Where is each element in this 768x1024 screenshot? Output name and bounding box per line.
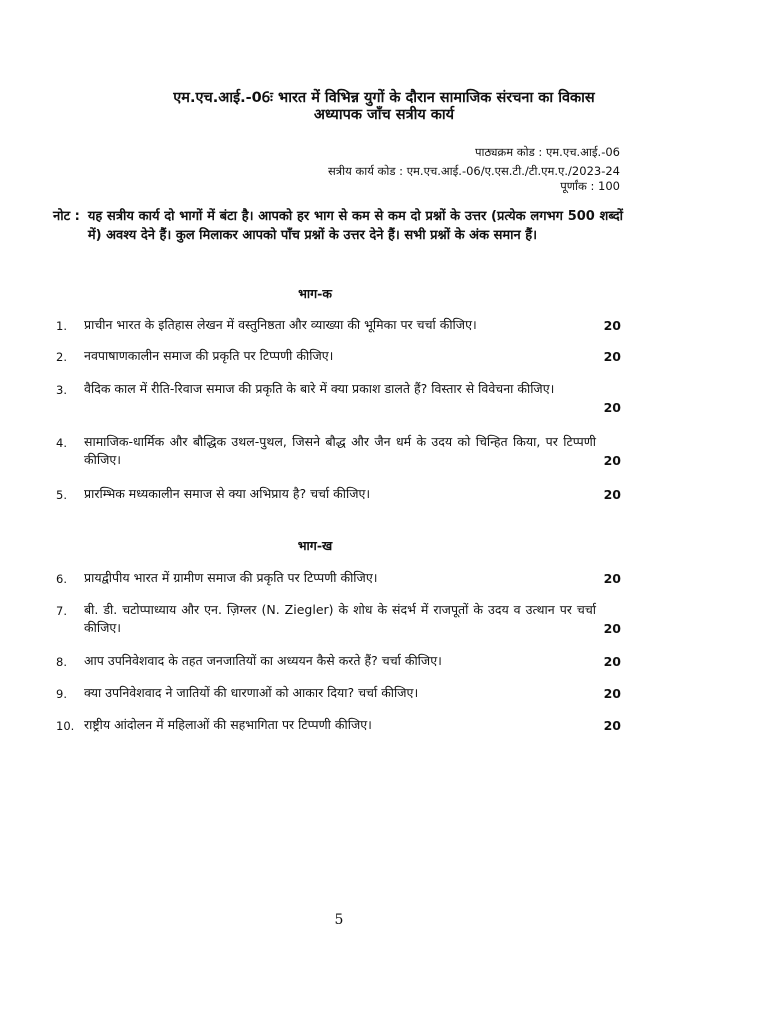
question-marks: 20	[603, 654, 621, 669]
instructions-note	[53, 207, 623, 245]
question-number: 6.	[56, 572, 67, 586]
question-marks: 20	[603, 400, 621, 415]
question-text: आप उपनिवेशवाद के तहत जनजातियों का अध्ययन कैसे करते हैं? चर्चा कीजिए।	[84, 653, 442, 668]
question-number: 1.	[56, 319, 67, 333]
note-label: नोट :	[53, 209, 80, 224]
document-subtitle: अध्यापक जाँच सत्रीय कार्य	[313, 107, 455, 123]
question-number: 5.	[56, 488, 67, 502]
question-number: 2.	[56, 350, 67, 364]
assignment-code: सत्रीय कार्य कोड : एम.एच.आई.-06/ए.एस.टी./टी.एम.ए./2023-24	[327, 164, 620, 178]
question-number: 3.	[56, 383, 67, 397]
document-title: एम.एच.आई.-06ः भारत में विभिन्न युगों के दौरान सामाजिक संरचना का विकास	[173, 90, 595, 106]
question-text: प्रायद्वीपीय भारत में ग्रामीण समाज की प्रकृति पर टिप्पणी कीजिए।	[84, 570, 378, 585]
question-marks: 20	[603, 571, 621, 586]
question-marks: 20	[603, 621, 621, 636]
question-text: सामाजिक-धार्मिक और बौद्धिक उथल-पुथल, जिसने बौद्ध और जैन धर्म के उदय को चिन्हित किया, पर टिप्पणी कीजिए।	[84, 434, 596, 467]
section-title-b: भाग-ख	[297, 538, 333, 553]
question-text: प्राचीन भारत के इतिहास लेखन में वस्तुनिष्ठता और व्याख्या की भूमिका पर चर्चा कीजिए।	[84, 317, 477, 332]
question-marks: 20	[603, 718, 621, 733]
total-marks: पूर्णांक : 100	[560, 179, 620, 193]
question-marks: 20	[603, 487, 621, 502]
question-marks: 20	[603, 318, 621, 333]
course-code: पाठ्यक्रम कोड : एम.एच.आई.-06	[474, 145, 620, 159]
question-text: नवपाषाणकालीन समाज की प्रकृति पर टिप्पणी कीजिए।	[84, 348, 334, 363]
question-text: राष्ट्रीय आंदोलन में महिलाओं की सहभागिता पर टिप्पणी कीजिए।	[84, 717, 372, 732]
question-marks: 20	[603, 349, 621, 364]
question-marks: 20	[603, 453, 621, 468]
question-number: 9.	[56, 687, 67, 701]
question-text: क्या उपनिवेशवाद ने जातियों की धारणाओं को आकार दिया? चर्चा कीजिए।	[84, 685, 419, 700]
question-text: वैदिक काल में रीति-रिवाज समाज की प्रकृति के बारे में क्या प्रकाश डालते हैं? विस्तार से विवेचना कीजिए।	[84, 381, 555, 396]
question-text: बी. डी. चटोप्पाध्याय और एन. ज़िग्लर (N. Ziegler) के शोध के संदर्भ में राजपूतों के उदय व उत्थान पर चर्चा कीजिए।	[84, 602, 596, 635]
question-number: 10.	[56, 719, 75, 733]
question-number: 8.	[56, 655, 67, 669]
question-number: 4.	[56, 436, 67, 450]
section-title-a: भाग-क	[298, 286, 332, 301]
question-number: 7.	[56, 604, 67, 618]
question-marks: 20	[603, 686, 621, 701]
note-text: यह सत्रीय कार्य दो भागों में बंटा है। आपको हर भाग से कम से कम दो प्रश्नों के उत्तर (प्रत्येक लगभग 500 शब्दों में) अवश्य देने हैं। कुल मिलाकर आपको पाँच प्रश्नों के उत्तर देने हैं। सभी प्रश्नों के अंक समान हैं।	[87, 209, 623, 243]
question-text: प्रारम्भिक मध्यकालीन समाज से क्या अभिप्राय है? चर्चा कीजिए।	[84, 486, 371, 501]
page-number: 5	[334, 912, 344, 928]
